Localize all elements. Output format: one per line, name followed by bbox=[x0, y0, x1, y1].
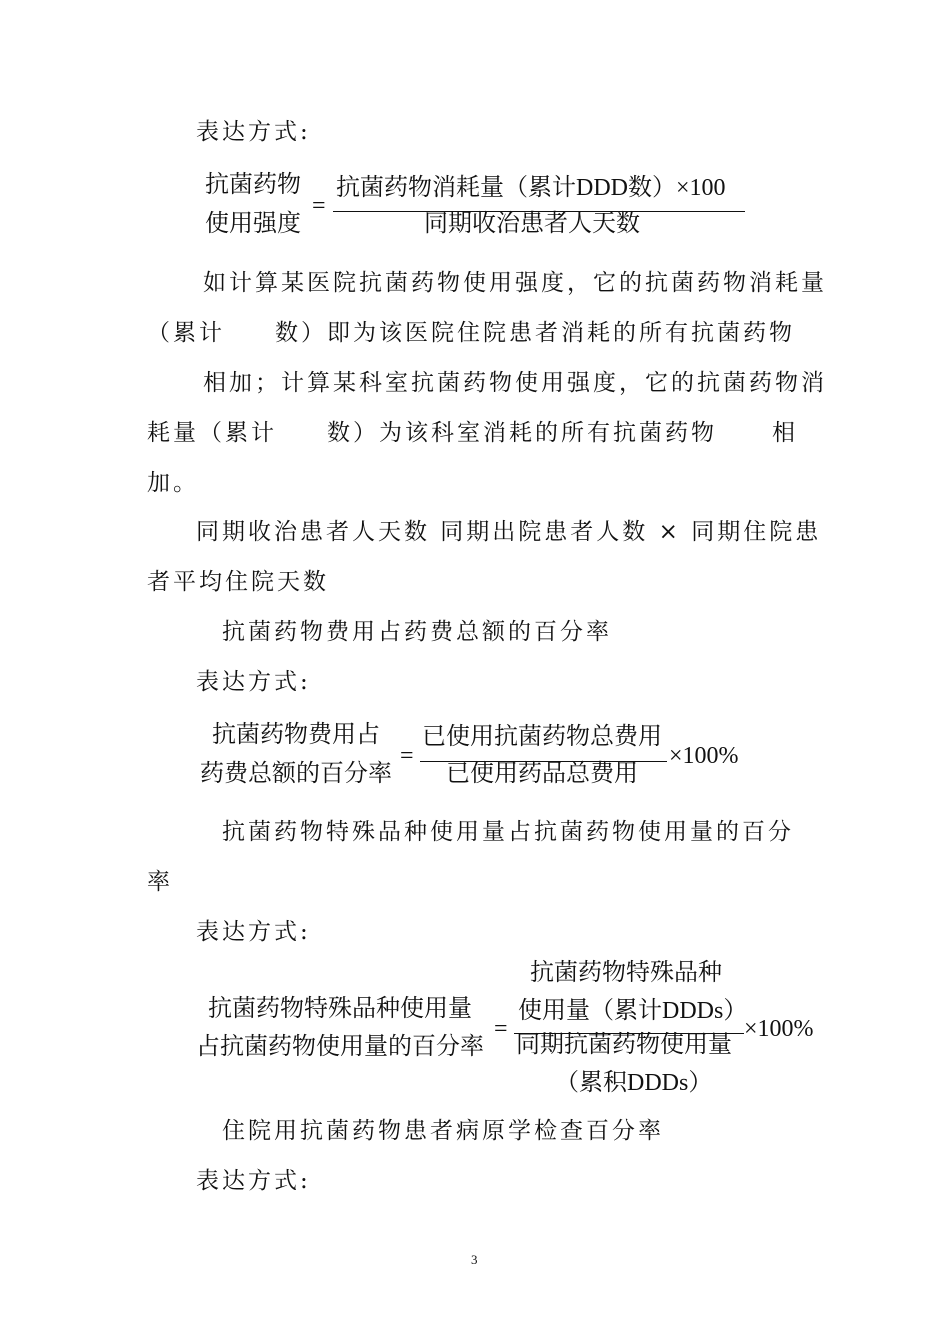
formula-denominator: 同期收治患者人天数 bbox=[424, 211, 640, 237]
paragraph-line: 如计算某医院抗菌药物使用强度，它的抗菌药物消耗量 bbox=[203, 270, 827, 296]
formula-lhs-line2: 占抗菌药物使用量的百分率 bbox=[196, 1034, 484, 1060]
formula-numerator-line1: 抗菌药物特殊品种 bbox=[530, 960, 722, 986]
expression-label: 表达方式: bbox=[196, 919, 311, 945]
formula-lhs-line2: 使用强度 bbox=[205, 211, 301, 237]
paragraph-line: （累计 bbox=[147, 320, 225, 346]
paragraph-line: 相加；计算某科室抗菌药物使用强度，它的抗菌药物消 bbox=[203, 370, 827, 396]
expression-label: 表达方式: bbox=[196, 119, 311, 145]
section-heading: 住院用抗菌药物患者病原学检查百分率 bbox=[222, 1118, 664, 1144]
formula-tail: ×100% bbox=[669, 743, 739, 769]
formula-denominator: 已使用药品总费用 bbox=[446, 761, 638, 787]
formula-equals: = bbox=[400, 743, 414, 769]
formula-equals: = bbox=[312, 193, 326, 219]
formula-lhs-line2: 药费总额的百分率 bbox=[200, 761, 392, 787]
section-heading: 抗菌药物费用占药费总额的百分率 bbox=[222, 619, 612, 645]
expression-label: 表达方式: bbox=[196, 1168, 311, 1194]
formula-denominator-line1: 同期抗菌药物使用量 bbox=[516, 1032, 732, 1058]
formula-denominator-line2: （累积DDDs） bbox=[555, 1070, 713, 1096]
section-heading: 抗菌药物特殊品种使用量占抗菌药物使用量的百分 bbox=[222, 819, 794, 845]
formula-lhs-line1: 抗菌药物特殊品种使用量 bbox=[208, 996, 472, 1022]
paragraph-line: 耗量（累计 bbox=[147, 420, 277, 446]
formula-numerator-line2: 使用量（累计DDDs） bbox=[518, 998, 748, 1024]
section-heading: 率 bbox=[147, 869, 173, 895]
formula-tail: ×100% bbox=[744, 1016, 814, 1042]
paragraph-line: 相 bbox=[772, 420, 798, 446]
formula-numerator: 已使用抗菌药物总费用 bbox=[422, 724, 662, 750]
page-number: 3 bbox=[471, 1252, 478, 1267]
expression-label: 表达方式: bbox=[196, 669, 311, 695]
formula-numerator: 抗菌药物消耗量（累计DDD数）×100 bbox=[336, 175, 726, 201]
paragraph-line: 同期收治患者人天数 同期出院患者人数 × 同期住院患 bbox=[196, 519, 822, 545]
formula-lhs-line1: 抗菌药物 bbox=[205, 172, 301, 198]
formula-lhs-line1: 抗菌药物费用占 bbox=[212, 722, 380, 748]
paragraph-line: 数）即为该医院住院患者消耗的所有抗菌药物 bbox=[275, 320, 795, 346]
paragraph-line: 加。 bbox=[147, 470, 199, 496]
paragraph-line: 数）为该科室消耗的所有抗菌药物 bbox=[327, 420, 717, 446]
formula-equals: = bbox=[494, 1016, 508, 1042]
paragraph-line: 者平均住院天数 bbox=[147, 569, 329, 595]
